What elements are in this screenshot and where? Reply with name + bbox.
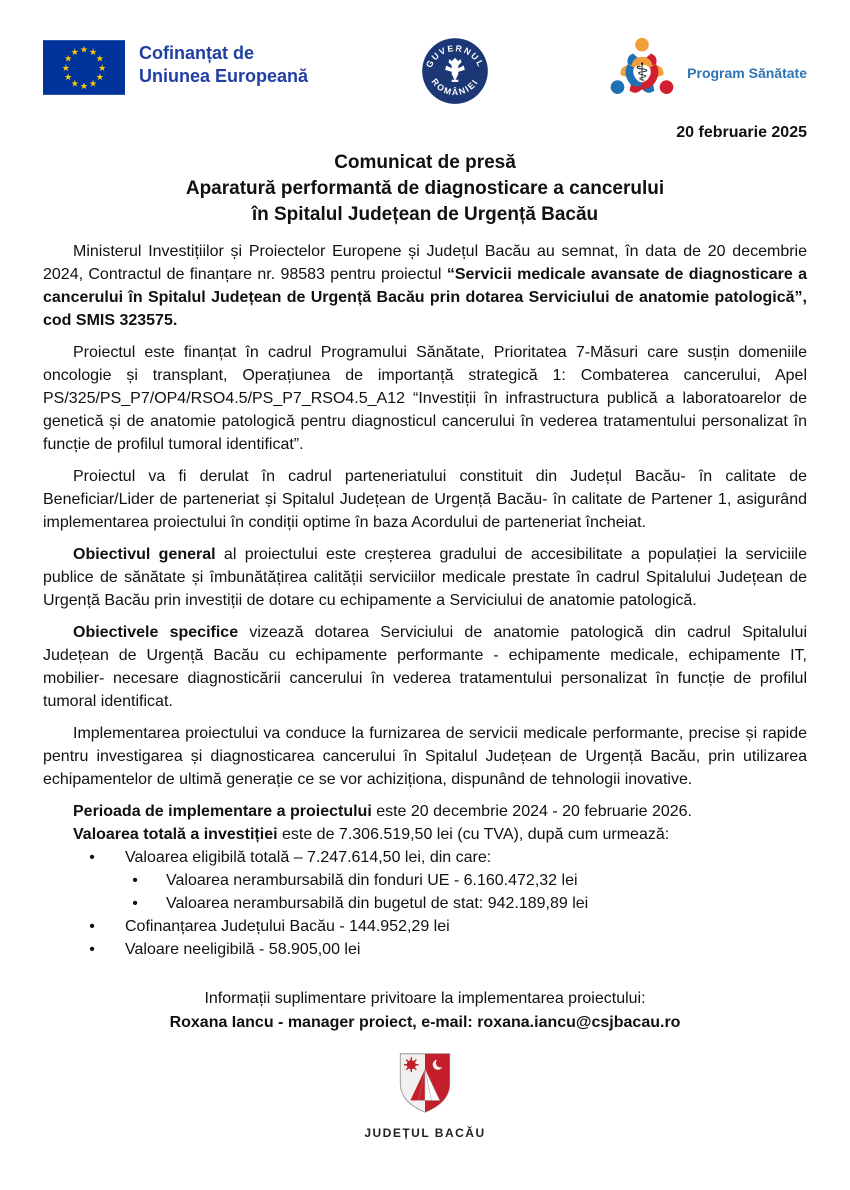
gov-romania-seal-icon [420, 36, 490, 106]
page-title [43, 150, 807, 228]
total-value-text: este de 7.306.519,50 lei (cu TVA), după cum urmează: [277, 826, 670, 843]
list-item [43, 938, 807, 961]
paragraph-program [43, 341, 807, 456]
body-text [43, 240, 807, 961]
svg-text:★: ★ [98, 63, 107, 74]
paragraph-contract [43, 240, 807, 332]
svg-text:★: ★ [61, 63, 70, 74]
paragraph-contract-bold: “Servicii medicale avansate de diagnosticare a cancerului în Spitalul Județean de Urgență Bacău prin dotarea Serviciului de anatomie patologică”, cod SMIS 323575. [43, 266, 808, 329]
paragraph-period [43, 800, 807, 823]
header [43, 40, 807, 118]
program-sanatate-logo [567, 34, 807, 112]
specific-objectives-text: vizează dotarea Serviciului de anatomie patologică din cadrul Spitalului Județean de Urgență Bacău cu echipamente performante - echipamente medicale, echipamente IT, mobilier- necesare diagnosticării cancerului în vederea tratamentului personalizat în funcție de profilul tumoral identificat. [43, 624, 807, 710]
footer-info-line: Informații suplimentare privitoare la implementarea proiectului: [204, 990, 646, 1007]
date: 20 februarie 2025 [676, 124, 807, 141]
bullet-icon: • [89, 849, 95, 866]
svg-text:★: ★ [70, 48, 79, 59]
svg-text:★: ★ [95, 54, 104, 65]
paragraph-implementation-text: Implementarea proiectului va conduce la furnizarea de servicii medicale performante, precise și rapide pentru investigarea și diagnosticarea cancerului în Spitalul Județean de Urgență Bacău, prin utilizarea echipamentelor de ultimă generație ce se vor achiziționa, dispunând de tehnologii inovative. [43, 725, 807, 788]
footer-contact-line: Roxana Iancu - manager proiect, e-mail: roxana.iancu@csjbacau.ro [169, 1014, 681, 1031]
program-sanatate-icon [603, 34, 681, 112]
list-item [43, 915, 807, 938]
paragraph-implementation [43, 722, 807, 791]
list-item [43, 892, 807, 915]
svg-text:★: ★ [89, 48, 98, 59]
svg-text:ROMÂNIEI: ROMÂNIEI [429, 76, 481, 98]
specific-objectives-label: Obiectivele specifice [73, 624, 239, 641]
title-line2: Aparatură performantă de diagnosticare a cancerului [185, 178, 665, 199]
bullet-icon: • [89, 918, 95, 935]
svg-text:★: ★ [95, 72, 104, 83]
title-line3: în Spitalul Județean de Urgență Bacău [251, 204, 599, 225]
bullet-icon: • [89, 941, 95, 958]
title-line1: Comunicat de presă [334, 152, 516, 173]
list-item-text: Valoarea nerambursabilă din bugetul de stat: 942.189,89 lei [166, 895, 589, 912]
eu-flag-icon [43, 40, 125, 95]
eu-logo-label-line1: Cofinanțat de [139, 43, 254, 63]
list-item-text: Valoarea eligibilă totală – 7.247.614,50 lei, din care: [125, 849, 492, 866]
value-breakdown-list [43, 846, 807, 961]
county-label: JUDEȚUL BACĂU [364, 1126, 486, 1140]
svg-text:★: ★ [64, 54, 73, 65]
bullet-icon: • [132, 872, 138, 889]
county-crest-block [43, 1051, 807, 1140]
caduceus-icon: ⚕ [635, 56, 650, 87]
svg-text:★: ★ [79, 45, 89, 56]
eu-logo-label-line2: Uniunea Europeană [139, 65, 309, 86]
eu-cofinanced-logo [43, 40, 343, 95]
paragraph-program-text: Proiectul este finanțat în cadrul Programului Sănătate, Prioritatea 7-Măsuri care susțin domeniile oncologie și transplant, Operațiunea de importanță strategică 1: Combaterea cancerului, Apel PS/325/PS_P7/OP4/RSO4.5/PS_P7_RSO4.5_A12 “Investiții în infrastructura publică a laboratoarelor de genetică și de anatomie patologică pentru diagnosticul cancerului în vederea tratamentului personalizat în funcție de profilul tumoral identificat”. [43, 344, 807, 453]
paragraph-specific-objectives [43, 621, 807, 713]
bacau-coat-of-arms-icon [396, 1051, 454, 1115]
general-objective-label: Obiectivul general [73, 546, 216, 563]
list-item-text: Valoare neeligibilă - 58.905,00 lei [125, 941, 361, 958]
government-logo [420, 36, 490, 106]
list-item [43, 846, 807, 869]
period-label: Perioada de implementare a proiectului [73, 803, 372, 820]
list-item [43, 869, 807, 892]
list-item-text: Valoarea nerambursabilă din fonduri UE - 6.160.472,32 lei [166, 872, 578, 889]
svg-text:GUVERNUL: GUVERNUL [423, 43, 487, 70]
period-text: este 20 decembrie 2024 - 20 februarie 2026. [371, 803, 692, 820]
eu-logo-label [139, 40, 308, 87]
paragraph-total-value [43, 823, 807, 846]
svg-text:★: ★ [70, 79, 79, 90]
paragraph-partnership-text: Proiectul va fi derulat în cadrul parteneriatului constituit din Județul Bacău- în calitate de Beneficiar/Lider de parteneriat și Spitalul Județean de Urgență Bacău- în calitate de Partener 1, asigurând implementarea proiectului în condiții optime în baza Acordului de parteneriat încheiat. [43, 468, 807, 531]
svg-text:★: ★ [64, 72, 73, 83]
paragraph-general-objective [43, 543, 807, 612]
paragraph-partnership [43, 465, 807, 534]
total-value-label: Valoarea totală a investiției [73, 826, 278, 843]
program-sanatate-label: Program Sănătate [687, 65, 807, 81]
general-objective-text: al proiectului este creșterea gradului de accesibilitate a populației la serviciile publice de sănătate și îmbunătățirea calității serviciilor medicale prestate în cadrul Spitalului Județean de Urgență Bacău prin investiții de dotare cu echipamente a Serviciului de anatomie patologică. [43, 546, 807, 609]
svg-text:★: ★ [79, 82, 89, 93]
footer [43, 987, 807, 1035]
list-item-text: Cofinanțarea Județului Bacău - 144.952,29 lei [125, 918, 450, 935]
paragraph-contract-normal: Ministerul Investițiilor și Proiectelor Europene și Județul Bacău au semnat, în data de 20 decembrie 2024, Contractul de finanțare nr. 98583 pentru proiectul [43, 243, 807, 283]
svg-text:★: ★ [89, 79, 98, 90]
bullet-icon: • [132, 895, 138, 912]
